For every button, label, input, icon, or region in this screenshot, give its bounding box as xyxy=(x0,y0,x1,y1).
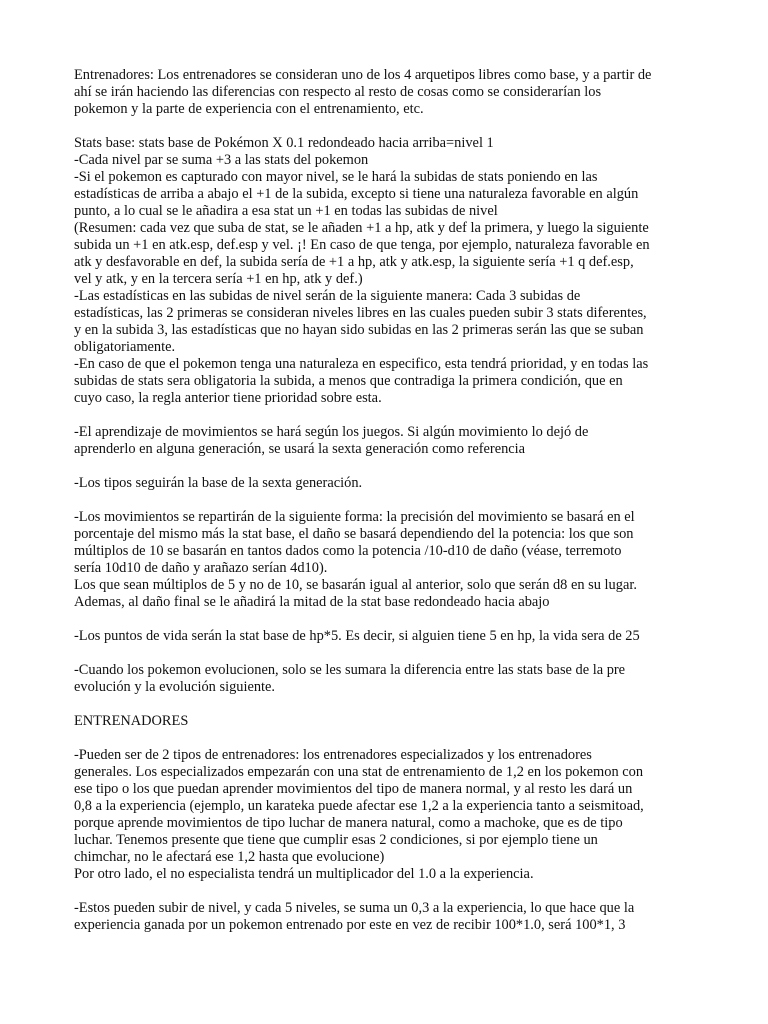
text-line: atk y desfavorable en def, la subida sería de +1 a hp, atk y atk.esp, la siguiente sería +1 q def.esp, xyxy=(74,254,634,270)
text-line: múltiplos de 10 se basarán en tantos dados como la potencia /10-d10 de daño (véase, terremoto xyxy=(74,543,622,559)
paragraph xyxy=(74,509,698,611)
text-line: -Las estadísticas en las subidas de nivel serán de la siguiente manera: Cada 3 subidas de xyxy=(74,288,581,304)
text-line: aprenderlo en alguna generación, se usará la sexta generación como referencia xyxy=(74,441,526,457)
paragraph xyxy=(74,662,698,696)
paragraph xyxy=(74,628,698,645)
paragraph xyxy=(74,135,698,407)
text-line: Por otro lado, el no especialista tendrá un multiplicador del 1.0 a la experiencia. xyxy=(74,866,534,882)
text-line: experiencia ganada por un pokemon entrenado por este en vez de recibir 100*1.0, será 100*1, 3 xyxy=(74,917,626,933)
text-line: -El aprendizaje de movimientos se hará según los juegos. Si algún movimiento lo dejó de xyxy=(74,424,589,440)
text-line: 0,8 a la experiencia (ejemplo, un karateka puede afectar ese 1,2 a la experiencia tanto a seismitoad, xyxy=(74,798,644,814)
text-line: -Cada nivel par se suma +3 a las stats del pokemon xyxy=(74,152,369,168)
text-line: sería 10d10 de daño y arañazo serían 4d10). xyxy=(74,560,328,576)
text-line: (Resumen: cada vez que suba de stat, se le añaden +1 a hp, atk y def la primera, y luego la siguiente xyxy=(74,220,649,236)
text-line: cuyo caso, la regla anterior tiene prioridad sobre esta. xyxy=(74,390,382,406)
text-line: -En caso de que el pokemon tenga una naturaleza en especifico, esta tendrá prioridad, y en todas las xyxy=(74,356,649,372)
text-line: subida un +1 en atk.esp, def.esp y vel. ¡! En caso de que tenga, por ejemplo, naturaleza favorable en xyxy=(74,237,650,253)
text-line: chimchar, no le afectará ese 1,2 hasta que evolucione) xyxy=(74,849,385,865)
text-line: ese tipo o los que puedan aprender movimientos del tipo de manera normal, y al resto les dará un xyxy=(74,781,633,797)
text-line: Stats base: stats base de Pokémon X 0.1 redondeado hacia arriba=nivel 1 xyxy=(74,135,494,151)
text-line: y en la subida 3, las estadísticas que no hayan sido subidas en las 2 primeras serán las que se suban xyxy=(74,322,644,338)
paragraph xyxy=(74,713,698,730)
text-line: porcentaje del mismo más la stat base, el daño se basará dependiendo del la potencia: los que son xyxy=(74,526,634,542)
text-line: -Pueden ser de 2 tipos de entrenadores: los entrenadores especializados y los entrenadores xyxy=(74,747,592,763)
text-line: obligatoriamente. xyxy=(74,339,176,355)
text-line: Entrenadores: Los entrenadores se consideran uno de los 4 arquetipos libres como base, y a partir de xyxy=(74,67,652,83)
text-line: luchar. Tenemos presente que tiene que cumplir esas 2 condiciones, si por ejemplo tiene un xyxy=(74,832,598,848)
document-body xyxy=(74,67,698,951)
text-line: ahí se irán haciendo las diferencias con respecto al resto de cosas como se considerarían los xyxy=(74,84,602,100)
text-line: ENTRENADORES xyxy=(74,713,189,729)
paragraph xyxy=(74,424,698,458)
text-line: -Los puntos de vida serán la stat base de hp*5. Es decir, si alguien tiene 5 en hp, la vida sera de 25 xyxy=(74,628,640,644)
text-line: porque aprende movimientos de tipo luchar de manera natural, como a machoke, que es de tipo xyxy=(74,815,623,831)
text-line: -Los tipos seguirán la base de la sexta generación. xyxy=(74,475,363,491)
text-line: -Estos pueden subir de nivel, y cada 5 niveles, se suma un 0,3 a la experiencia, lo que hace que la xyxy=(74,900,635,916)
text-line: generales. Los especializados empezarán con una stat de entrenamiento de 1,2 en los pokemon con xyxy=(74,764,644,780)
text-line: -Los movimientos se repartirán de la siguiente forma: la precisión del movimiento se basará en el xyxy=(74,509,635,525)
text-line: punto, a lo cual se le añadira a esa stat un +1 en todas las subidas de nivel xyxy=(74,203,498,219)
paragraph xyxy=(74,747,698,883)
text-line: vel y atk, y en la tercera sería +1 en hp, atk y def.) xyxy=(74,271,363,287)
text-line: Ademas, al daño final se le añadirá la mitad de la stat base redondeado hacia abajo xyxy=(74,594,550,610)
paragraph xyxy=(74,900,698,934)
text-line: evolución y la evolución siguiente. xyxy=(74,679,276,695)
text-line: -Si el pokemon es capturado con mayor nivel, se le hará la subidas de stats poniendo en las xyxy=(74,169,598,185)
text-line: -Cuando los pokemon evolucionen, solo se les sumara la diferencia entre las stats base de la pre xyxy=(74,662,626,678)
text-line: estadísticas de arriba a abajo el +1 de la subida, excepto si tiene una naturaleza favorable en algún xyxy=(74,186,639,202)
paragraph xyxy=(74,475,698,492)
text-line: estadísticas, las 2 primeras se consideran niveles libres en las cuales pueden subir 3 stats diferentes, xyxy=(74,305,647,321)
paragraph xyxy=(74,67,698,118)
text-line: pokemon y la parte de experiencia con el entrenamiento, etc. xyxy=(74,101,424,117)
text-line: subidas de stats sera obligatoria la subida, a menos que contradiga la primera condición, que en xyxy=(74,373,623,389)
text-line: Los que sean múltiplos de 5 y no de 10, se basarán igual al anterior, solo que serán d8 en su lugar. xyxy=(74,577,637,593)
